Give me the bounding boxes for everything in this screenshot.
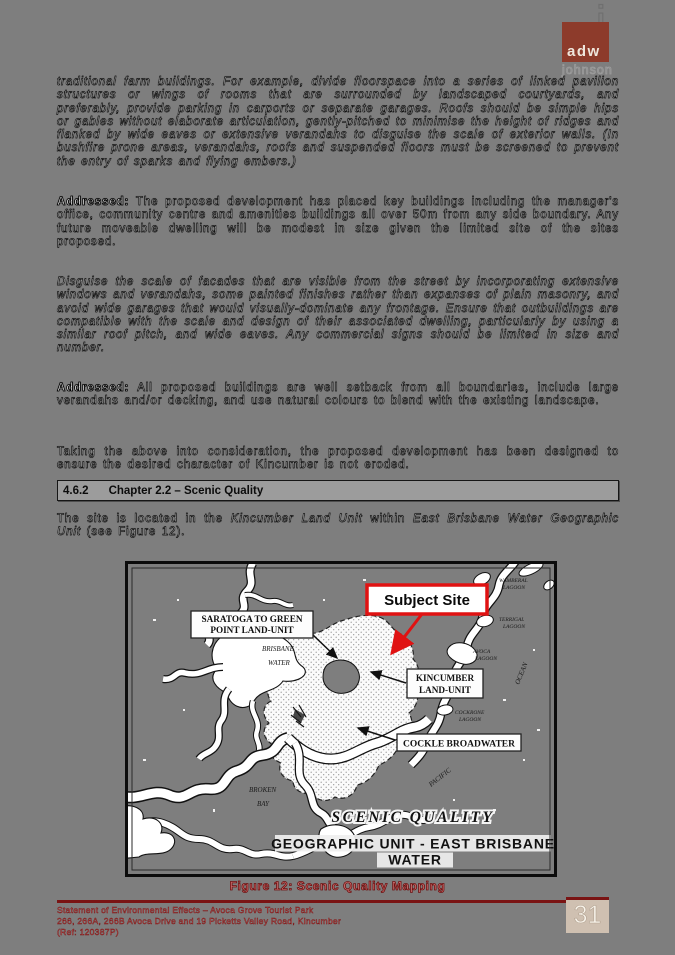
cockle-broadwater-callout — [397, 734, 521, 751]
intro-text: (see Figure 12). — [81, 526, 186, 539]
terrigal-lagoon-label: TERRIGAL — [499, 617, 525, 623]
addressed-text: The proposed development has placed key buildings including the manager's office, community centre and amenities buildings all over 50m from any side boundary. Any future moveable dwelling will be modest in size given the limited site of the sites proposed. — [57, 196, 619, 248]
page-number: 31 — [566, 897, 609, 933]
footer-line3: (Ref: 120387P) — [57, 926, 119, 937]
saratoga-label-line1: SARATOGA TO GREEN — [201, 614, 303, 624]
paragraph-addressed-1 — [57, 196, 619, 249]
broken-bay-label: BROKEN — [249, 786, 277, 794]
footer-rule — [57, 900, 566, 903]
paragraph-intro — [57, 513, 619, 540]
avoca-lagoon-label2: LAGOON — [475, 656, 498, 662]
broken-bay-label2: BAY — [257, 800, 270, 808]
subject-site-callout — [367, 585, 487, 614]
terrigal-lagoon-label2: LAGOON — [503, 624, 526, 630]
footer — [57, 905, 341, 937]
ocean-label: OCEAN — [513, 661, 530, 686]
intro-em-kincumber: Kincumber Land Unit — [230, 513, 363, 525]
intro-text: The site is located in the — [57, 513, 231, 525]
scenic-quality-title: SCENIC QUALITY — [331, 809, 495, 826]
avoca-lagoon-label: AVOCA — [473, 649, 491, 655]
geographic-unit-title2: WATER — [388, 851, 442, 868]
logo-johnson-text: johnson — [562, 63, 613, 77]
subject-site-label: Subject Site — [384, 592, 470, 609]
section-number: 4.6.2 — [63, 484, 89, 497]
addressed-label: Addressed: — [57, 382, 130, 394]
addressed-label: Addressed: — [57, 196, 130, 208]
wamberal-lagoon-label2: LAGOON — [503, 585, 526, 591]
wamberal-lagoon-label: WAMBERAL — [499, 578, 528, 584]
cockrone-lagoon-label2: LAGOON — [459, 717, 482, 723]
intro-em-geographic: East Brisbane Water Geographic Unit — [57, 513, 619, 539]
footer-line2: 266, 266A, 266B Avoca Drive and 19 Picketts Valley Road, Kincumber — [57, 915, 342, 926]
geographic-unit-title: GEOGRAPHIC UNIT - EAST BRISBANE — [271, 835, 555, 852]
intro-text: within — [362, 513, 413, 525]
cockrone-lagoon-label: COCKRONE — [455, 710, 485, 716]
saratoga-land-unit-callout — [191, 611, 313, 638]
paragraph-addressed-2 — [57, 382, 619, 409]
paragraph-conclusion: Taking the above into consideration, the proposed development has been designed to ensure the desired character of Kincumber is not eroded. — [57, 446, 619, 472]
paragraph-guidelines-2: Disguise the scale of facades that are visible from the street by incorporating extensive windows and verandahs, some painted finishes rather than expanses of plain masonry, and avoid wide garages that would visually-dominate any frontage. Ensure that outbuildings are compatible with the scale and design of their associated dwelling, particularly by using a similar roof pitch, and wide eaves. Any commercial signs should be limited in size and number. — [57, 276, 619, 355]
scenic-unit-hole — [323, 660, 359, 693]
cockle-broadwater-label: COCKLE BROADWATER — [403, 739, 515, 750]
kincumber-label-line2: LAND-UNIT — [418, 685, 472, 695]
scenic-quality-map — [125, 561, 557, 877]
section-title: Chapter 2.2 – Scenic Quality — [108, 484, 264, 497]
logo-square — [562, 22, 609, 62]
logo-square-text: adw — [567, 43, 601, 60]
paragraph-guidelines-1: traditional farm buildings. For example, divide floorspace into a series of linked pavilion structures or wings of rooms that are surrounded by landscaped courtyards, and preferably, provide parking in carports or separate garages. Roofs should be simple hips or gables without elaborate articulation, gently-pitched to minimise the height of ridges and flanked by wide eaves or extensive verandahs to disguise the scale of exterior walls. (In bushfire prone areas, verandahs, roofs and suspended floors must be screened to prevent the entry of sparks and flying embers.) — [57, 76, 619, 168]
scenic-quality-map-figure — [125, 561, 557, 877]
brisbane-water-label2: WATER — [268, 659, 290, 667]
adw-johnson-logo — [562, 16, 622, 76]
kincumber-land-unit-callout — [407, 669, 483, 698]
section-heading — [57, 480, 619, 501]
brisbane-water-label: BRISBANE — [262, 645, 294, 653]
addressed-text: All proposed buildings are well setback from all boundaries, include large verandahs and/or decking, and use natural colours to blend with the existing landscape. — [57, 382, 619, 408]
figure-caption: Figure 12: Scenic Quality Mapping — [229, 879, 446, 893]
saratoga-label-line2: POINT LAND-UNIT — [210, 625, 294, 635]
pacific-label: PACIFIC — [427, 766, 453, 789]
footer-line1: Statement of Environmental Effects – Avoca Grove Tourist Park — [57, 905, 314, 915]
kincumber-label-line1: KINCUMBER — [415, 673, 475, 683]
